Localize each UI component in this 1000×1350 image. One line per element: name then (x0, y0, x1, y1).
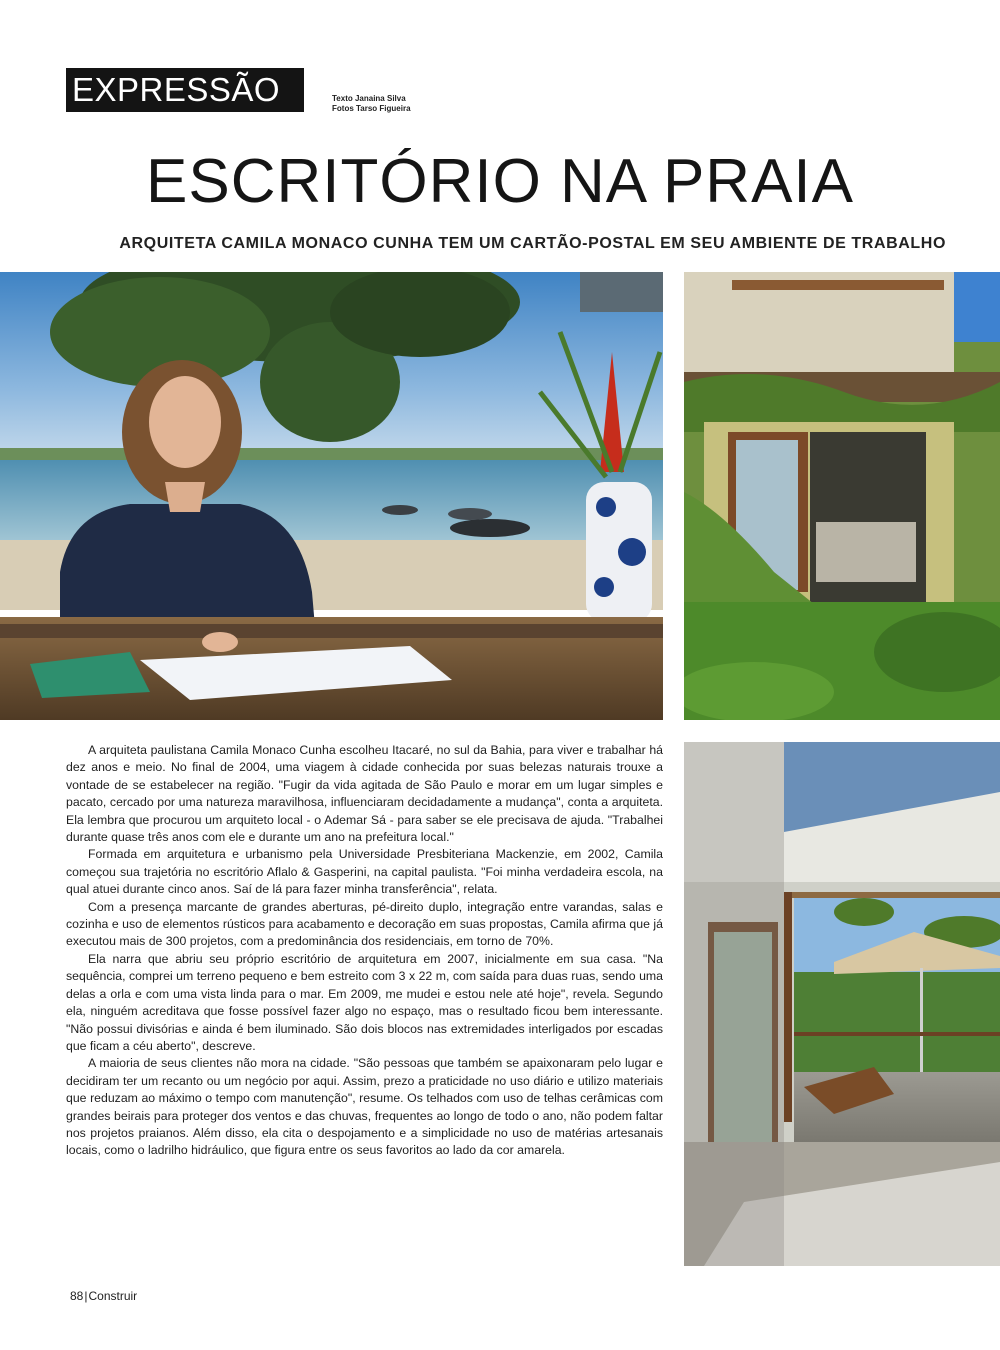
article-paragraph: A arquiteta paulistana Camila Monaco Cunha escolheu Itacaré, no sul da Bahia, para viver e trabalhar há dez anos e meio. No final de 2004, uma viagem à cidade conhecida por suas belezas naturais trouxe a vontade de se estabelecer na região. "Fugir da vida agitada de São Paulo e morar em um lugar simples e pacato, cercado por uma natureza maravilhosa, influenciaram decidadamente a mudança", conta a arquiteta. Ela lembra que procurou um arquiteto local - o Ademar Sá - para saber se ele precisava de ajuda. "Trabalhei durante quase três anos com ele e durante um ano na prefeitura local." (66, 743, 663, 845)
page-title: ESCRITÓRIO NA PRAIA (145, 147, 855, 216)
photo-house-exterior (684, 272, 1000, 720)
section-tag: EXPRESSÃO (66, 68, 304, 112)
page-number: 88 (70, 1289, 84, 1303)
article-paragraph: Com a presença marcante de grandes aberturas, pé-direito duplo, integração entre varandas, salas e cozinha e uso de elementos rústicos para acabamento e decoração em suas propostas, Camila afirma que já executou mais de 300 projetos, com a predominância dos residenciais, em torno de 70%. (66, 899, 663, 949)
magazine-name: Construir (88, 1289, 138, 1303)
article-paragraph: Formada em arquitetura e urbanismo pela Universidade Presbiteriana Mackenzie, em 2002, Camila começou sua trajetória no escritório Aflalo & Gasperini, na capital paulista. "Foi minha verdadeira escola, na qual atuei durante cinco anos. Saí de lá para fazer minha transferência", relata. (66, 847, 663, 897)
byline (332, 94, 411, 114)
photo-veranda-interior (684, 742, 1000, 1266)
page-footer (70, 1289, 137, 1303)
subtitle: ARQUITETA CAMILA MONACO CUNHA TEM UM CARTÃO-POSTAL EM SEU AMBIENTE DE TRABALHO (119, 235, 946, 252)
article-body (66, 742, 663, 1160)
article-paragraph: Ela narra que abriu seu próprio escritório de arquitetura em 2007, inicialmente em sua casa. "Na sequência, comprei um terreno pequeno e bem estreito com 3 x 22 m, com saída para duas ruas, sendo uma delas a orla e com uma vista linda para o mar. Em 2009, me mudei e estou nele até hoje", revela. Segundo ela, ninguém acreditava que fosse possível fazer algo no espaço, mas o resultado ficou bem interessante. "Não possui divisórias e ainda é bem iluminado. São dois blocos nas extremidades interligados por escadas que ficam a céu aberto", descreve. (66, 951, 663, 1053)
article-paragraph: A maioria de seus clientes não mora na cidade. "São pessoas que também se apaixonaram pelo lugar e decidiram ter um recanto ou um negócio por aqui. Assim, prezo a praticidade no uso diário e utilizo materiais que reduzam ao máximo o tempo com manutenção", resume. Os telhados com uso de telhas cerâmicas com grandes beirais para proteger dos ventos e das chuvas, frequentes ao longo de todo o ano, não podem faltar nos projetos praianos. Além disso, ela cita o despojamento e a simplicidade no uso de matérias artesanais locais, como o ladrilho hidráulico, que figura entre os seus favoritos ao lado da cor amarela. (66, 1056, 663, 1158)
photo-credit: Fotos Tarso Figueira (332, 104, 411, 113)
footer-separator: | (84, 1289, 88, 1303)
photo-architect-at-desk (0, 272, 663, 720)
text-credit: Texto Janaina Silva (332, 94, 406, 103)
